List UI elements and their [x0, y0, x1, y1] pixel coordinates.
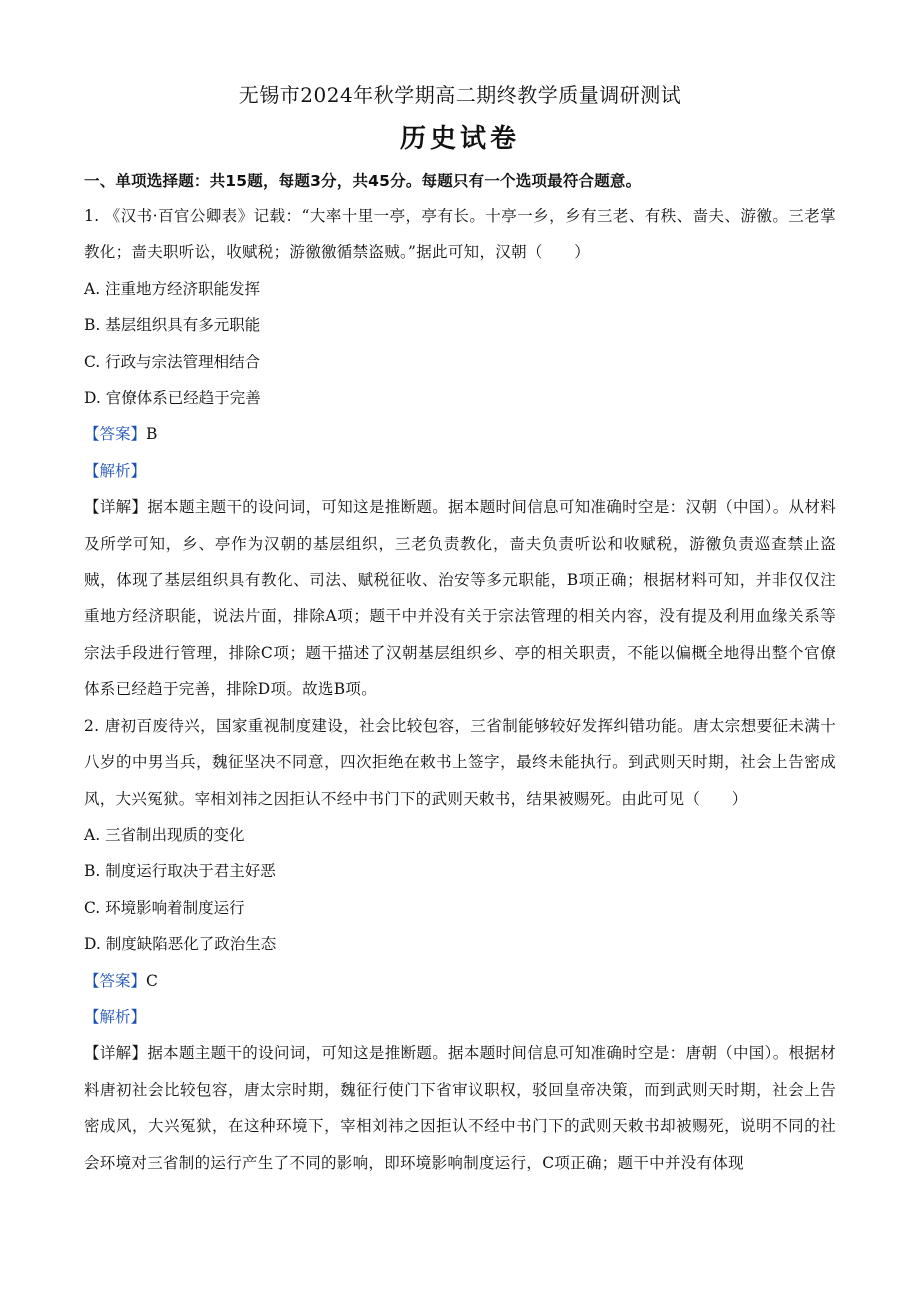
option-d: D. 官僚体系已经趋于完善: [84, 389, 261, 408]
question-1: [84, 198, 836, 708]
answer-line: [84, 416, 836, 452]
answer-label: 【答案】: [84, 971, 147, 990]
exam-title: 无锡市2024年秋学期高二期终教学质量调研测试: [238, 83, 682, 107]
option-b: B. 基层组织具有多元职能: [84, 316, 261, 335]
option-b: B. 制度运行取决于君主好恶: [84, 862, 276, 881]
answer-label: 【答案】: [84, 425, 147, 444]
answer-line: [84, 963, 836, 999]
question-stem: 2. 唐初百废待兴，国家重视制度建设，社会比较包容，三省制能够较好发挥纠错功能。唐太宗想要征未满十八岁的中男当兵，魏征坚决不同意，四次拒绝在敕书上签字，最终未能执行。到武则天时期，社会上告密成风，大兴冤狱。宰相刘祎之因拒认不经中书门下的武则天敕书，结果被赐死。由此可见（ ）: [84, 716, 836, 808]
section-heading: 一、单项选择题：共15题，每题3分，共45分。每题只有一个选项最符合题意。: [84, 172, 642, 190]
document-page: [84, 78, 836, 1181]
analysis-label: 【解析】: [84, 1007, 147, 1026]
answer-value: C: [146, 971, 158, 990]
subject-title: 历史试卷: [399, 124, 520, 154]
option-d: D. 制度缺陷恶化了政治生态: [84, 935, 277, 954]
analysis-label: 【解析】: [84, 461, 147, 480]
question-2: [84, 708, 836, 1181]
option-a: A. 三省制出现质的变化: [84, 825, 245, 844]
option-a: A. 注重地方经济职能发挥: [84, 279, 261, 298]
option-c: C. 环境影响着制度运行: [84, 898, 245, 917]
detail-text: 【详解】据本题主题干的设问词，可知这是推断题。据本题时间信息可知准确时空是：唐朝（中国）。根据材料唐初社会比较包容，唐太宗时期，魏征行使门下省审议职权，驳回皇帝决策，而到武则天时期，社会上告密成风，大兴冤狱，在这种环境下，宰相刘祎之因拒认不经中书门下的武则天敕书却被赐死，说明不同的社会环境对三省制的运行产生了不同的影响，即环境影响制度运行，C项正确；题干中并没有体现: [84, 1044, 836, 1172]
detail-text: 【详解】据本题主题干的设问词，可知这是推断题。据本题时间信息可知准确时空是：汉朝（中国）。从材料及所学可知，乡、亭作为汉朝的基层组织，三老负责教化，啬夫负责听讼和收赋税，游徼负责巡查禁止盗贼，体现了基层组织具有教化、司法、赋税征收、治安等多元职能，B项正确；根据材料可知，并非仅仅注重地方经济职能，说法片面，排除A项；题干中并没有关于宗法管理的相关内容，没有提及利用血缘关系等宗法手段进行管理，排除C项；题干描述了汉朝基层组织乡、亭的相关职责，不能以偏概全地得出整个官僚体系已经趋于完善，排除D项。故选B项。: [84, 498, 836, 699]
answer-value: B: [146, 425, 158, 444]
option-c: C. 行政与宗法管理相结合: [84, 352, 261, 371]
question-stem: 1. 《汉书·百官公卿表》记载：“大率十里一亭，亭有长。十亭一乡，乡有三老、有秩、啬夫、游徼。三老掌教化；啬夫职听讼，收赋税；游徼徼循禁盗贼。”据此可知，汉朝（ ）: [84, 207, 836, 262]
